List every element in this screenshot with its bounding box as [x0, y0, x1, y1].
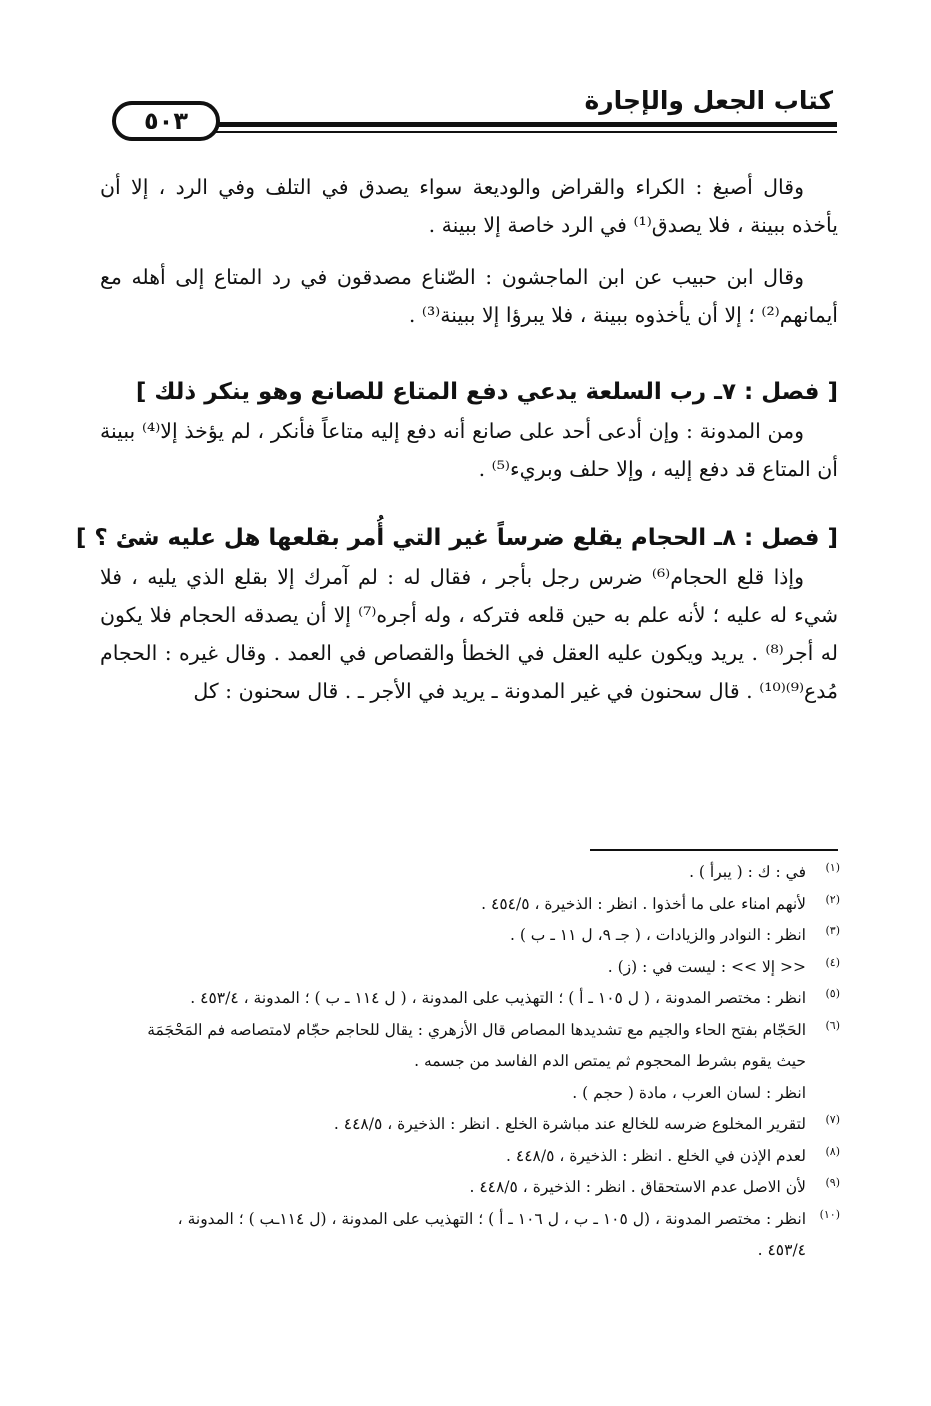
- footnote-text: انظر : مختصر المدونة ، ( ل ١٠٥ ـ أ ) ؛ التهذيب على المدونة ، ( ل ١١٤ ـ ب ) ؛ المدونة ، ٤٥٣/٤ .: [190, 989, 806, 1007]
- page-number-text: ٥٠٣: [144, 107, 188, 135]
- book-title: كتاب الجعل والإجارة: [584, 86, 833, 115]
- footnote: [95, 983, 840, 1015]
- paragraph-ibn-habib: وقال ابن حبيب عن ابن الماجشون : الصّناع مصدقون في رد المتاع إلى أهله مع أيمانهم⁽²⁾ ؛ إلا أن يأخذوه ببينة ، فلا يبرؤا إلا ببينة⁽³⁾ .: [100, 265, 838, 327]
- footnote-number: (٧): [825, 1113, 840, 1126]
- footnote-text: << إلا >> : ليست في : (ز) .: [607, 957, 806, 976]
- footnote: [95, 952, 840, 984]
- footnote-text: لتقرير المخلوع ضرسه للخالع عند مباشرة الخلع . انظر : الذخيرة ، ٤٤٨/٥ .: [333, 1115, 806, 1133]
- footnote-number: (١): [825, 861, 840, 874]
- section-heading-7: [ فصل : ٧ـ رب السلعة يدعي دفع المتاع للصانع وهو ينكر ذلك ]: [135, 379, 838, 405]
- footnote-text: لأنهم امناء على ما أخذوا . انظر : الذخيرة ، ٤٥٤/٥ .: [481, 894, 806, 913]
- footnote-text: الحَجّام بفتح الحاء والجيم مع تشديدها المصاص قال الأزهري : يقال للحاجم حجّام لامتصاصه فم المَحْجَمَة: [147, 1020, 806, 1039]
- footnote: [95, 1172, 840, 1204]
- footnote: [95, 1141, 840, 1173]
- footnote: [95, 889, 840, 921]
- footnotes: [95, 857, 840, 1267]
- section-8-text: وإذا قلع الحجام⁽⁶⁾ ضرس رجل بأجر ، فقال له : لم آمرك إلا بقلع الذي يليه ، فلا شيء له عليه ؛ لأنه علم به حين قلعه فتركه ، وله أجره⁽⁷⁾ إلا أن يصدقه الحجام فلا يكون له أجر⁽⁸⁾ . يريد ويكون عليه العقل في الخطأ والقصاص في العمد . وقال غيره : الحجام مُدع⁽⁹⁾⁽¹⁰⁾ . قال سحنون في غير المدونة ـ يريد في الأجر ـ . قال سحنون : كل: [100, 565, 838, 703]
- footnote-text: في : ك : ( يبرأ ) .: [689, 863, 806, 881]
- footnote-number: (٦): [825, 1018, 840, 1032]
- footnote-text: انظر : النوادر والزيادات ، ( جـ ٩، ل ١١ ـ ب ) .: [509, 926, 806, 944]
- footnote-number: (٩): [825, 1176, 840, 1189]
- footnote-continuation: ٤٥٣/٤ .: [757, 1241, 806, 1259]
- footnote: [95, 1204, 840, 1236]
- paragraph-asbagh: وقال أصبغ : الكراء والقراض والوديعة سواء يصدق في التلف وفي الرد ، إلا أن يأخذه ببينة ، فلا يصدق⁽¹⁾ في الرد خاصة إلا ببينة .: [100, 175, 838, 237]
- footnote-separator: [590, 849, 838, 851]
- footnote-number: (٥): [825, 987, 840, 1000]
- footnote: [95, 1109, 840, 1141]
- footnote-text: لأن الاصل عدم الاستحقاق . انظر : الذخيرة ، ٤٤٨/٥ .: [469, 1178, 806, 1196]
- main-text: [75, 168, 838, 710]
- section-heading-8: [ فصل : ٨ـ الحجام يقلع ضرساً غير التي أُمر بقلعها هل عليه شئ ؟ ]: [75, 525, 838, 551]
- footnote-continuation: حيث يقوم بشرط المحجوم ثم يمتص الدم الفاسد من جسمه .: [414, 1052, 806, 1070]
- header-rule-thin: [210, 131, 837, 133]
- footnote-text: لعدم الإذن في الخلع . انظر : الذخيرة ، ٤٤٨/٥ .: [506, 1146, 806, 1165]
- section-7-text: ومن المدونة : وإن أدعى أحد على صانع أنه دفع إليه متاعاً فأنكر ، لم يؤخذ إلا⁽⁴⁾ ببينة أن المتاع قد دفع إليه ، وإلا حلف وبريء⁽⁵⁾ .: [100, 419, 838, 481]
- footnote-number: (٢): [825, 892, 840, 906]
- footnote-number: (٨): [825, 1144, 840, 1158]
- footnote: [95, 1015, 840, 1047]
- footnote-continuation: انظر : لسان العرب ، مادة ( حجم ) .: [572, 1083, 806, 1102]
- footnote-text: انظر : مختصر المدونة ، (ل ١٠٥ ـ ب ، ل ١٠٦ ـ أ ) ؛ التهذيب على المدونة ، (ل ١١٤ـب ) ؛ المدونة ،: [177, 1209, 806, 1228]
- header-rule-thick: [210, 122, 837, 127]
- footnote-number: (٣): [825, 924, 840, 937]
- footnote-number: (١٠): [819, 1207, 840, 1221]
- page-number: [112, 101, 220, 141]
- footnote: [95, 920, 840, 952]
- footnote: [95, 857, 840, 889]
- page-header: [100, 78, 845, 148]
- footnote-number: (٤): [825, 955, 840, 969]
